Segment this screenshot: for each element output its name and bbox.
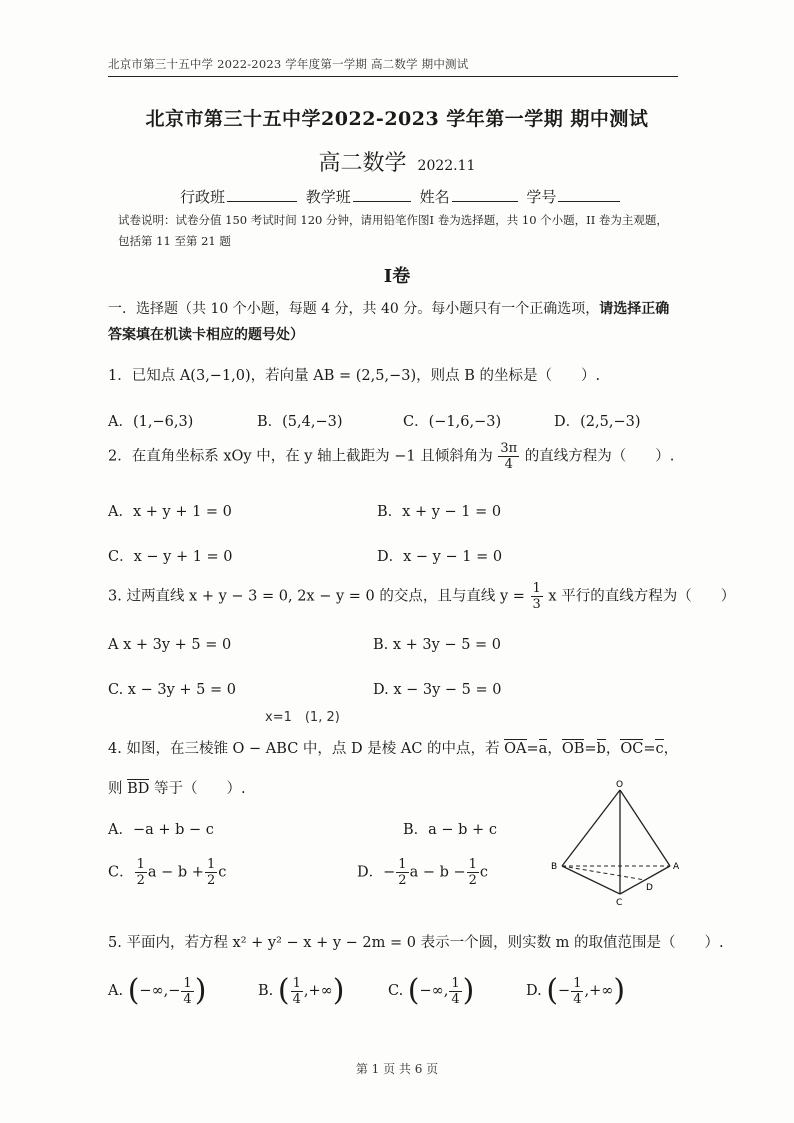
q4c-n1: 1 bbox=[136, 857, 145, 872]
q5d-label: D. bbox=[526, 983, 542, 999]
q4d-n2: 1 bbox=[468, 857, 477, 872]
vector-oa: OA bbox=[504, 741, 527, 757]
exam-title: 北京市第三十五中学2022-2023 学年第一学期 期中测试 bbox=[145, 108, 649, 130]
field-blank-name[interactable] bbox=[452, 187, 518, 202]
q3-option-d[interactable]: D. x − 3y − 5 = 0 bbox=[373, 682, 502, 698]
q5a-label: A. bbox=[108, 983, 124, 999]
question-5: 5. 平面内，若方程 x² + y² − x + y − 2m = 0 表示一个圆，则实数 m 的取值范围是（ ）. bbox=[108, 935, 724, 951]
q3-option-a[interactable]: A x + 3y + 5 = 0 bbox=[108, 637, 232, 653]
q4c-mid: a − b + bbox=[147, 864, 204, 881]
q5a-num: 1 bbox=[183, 975, 192, 991]
q4-option-c[interactable] bbox=[108, 858, 226, 887]
q5a-open-paren: ( bbox=[127, 973, 140, 1008]
q2-option-a[interactable]: A．x + y + 1 = 0 bbox=[108, 504, 232, 520]
field-blank-student-id[interactable] bbox=[558, 187, 620, 202]
q4d-d2: 2 bbox=[468, 873, 477, 888]
q5a-frac bbox=[181, 977, 193, 1006]
q3-stem-end: x 平行的直线方程为（ ） bbox=[548, 588, 736, 605]
q4c-frac-2 bbox=[205, 858, 217, 887]
q5c-left: −∞, bbox=[419, 983, 449, 999]
q4-stem-then: 则 bbox=[108, 781, 123, 797]
q4c-d2: 2 bbox=[206, 873, 216, 888]
vector-c: c bbox=[655, 741, 664, 757]
question-3 bbox=[108, 582, 735, 611]
tetrahedron-figure bbox=[548, 778, 688, 908]
q4-stem-end: 等于（ ）. bbox=[154, 781, 246, 797]
q5-option-b[interactable] bbox=[258, 973, 345, 1008]
q4d-label: D．− bbox=[357, 864, 396, 881]
q5d-open-paren: ( bbox=[546, 973, 559, 1008]
q4-option-d[interactable] bbox=[357, 858, 488, 887]
field-blank-class[interactable] bbox=[227, 187, 297, 202]
q3-option-b[interactable]: B. x + 3y − 5 = 0 bbox=[373, 637, 502, 653]
part-intro bbox=[108, 296, 682, 348]
part-intro-bold: 请选择正确答案填在机读卡相应的题号处） bbox=[108, 301, 670, 343]
q5c-close-paren: ) bbox=[462, 973, 475, 1008]
q4d-frac-2 bbox=[467, 858, 479, 887]
q3-slope-fraction bbox=[531, 582, 543, 611]
vector-a: a bbox=[538, 741, 548, 757]
q4c-d1: 2 bbox=[136, 873, 145, 888]
q4c-label: C． bbox=[108, 864, 134, 881]
q5a-sign: − bbox=[168, 983, 181, 999]
q3-frac-den: 3 bbox=[532, 597, 541, 612]
vector-bd: BD bbox=[127, 781, 150, 797]
q5-option-a[interactable] bbox=[108, 973, 207, 1008]
label-o: O bbox=[616, 780, 624, 790]
label-b: B bbox=[551, 862, 558, 872]
subject-label: 高二数学 bbox=[318, 151, 407, 176]
handwritten-note: x=1 (1, 2) bbox=[265, 710, 340, 725]
label-c: C bbox=[616, 898, 623, 908]
question-4: 4. 如图，在三棱锥 O − ABC 中，点 D 是棱 AC 的中点，若 OA=a，OB=b，OC=c， bbox=[108, 741, 679, 757]
q5b-num: 1 bbox=[292, 975, 301, 991]
q5b-open-paren: ( bbox=[277, 973, 290, 1008]
q5d-right: ,+∞ bbox=[584, 983, 614, 999]
question-4-line2 bbox=[108, 777, 246, 798]
q5b-frac bbox=[291, 977, 303, 1006]
q5c-num: 1 bbox=[451, 975, 460, 991]
field-label-class: 行政班 bbox=[180, 188, 226, 206]
field-label-name: 姓名 bbox=[419, 188, 450, 206]
q5-option-c[interactable] bbox=[388, 973, 475, 1008]
q5a-close-paren: ) bbox=[194, 973, 207, 1008]
label-d: D bbox=[646, 883, 653, 893]
q4d-n1: 1 bbox=[398, 857, 407, 872]
edge-bc bbox=[562, 866, 620, 894]
q3-frac-num: 1 bbox=[532, 581, 541, 596]
q4c-end: c bbox=[218, 864, 227, 881]
q5d-close-paren: ) bbox=[613, 973, 626, 1008]
q4c-n2: 1 bbox=[206, 857, 216, 872]
vector-b: b bbox=[596, 741, 606, 757]
running-header: 北京市第三十五中学 2022-2023 学年度第一学期 高二数学 期中测试 bbox=[108, 56, 678, 77]
q2-stem-end: 的直线方程为（ ）. bbox=[524, 448, 675, 465]
question-1: 1．已知点 A(3,−1,0)，若向量 AB = (2,5,−3)，则点 B 的坐标是（ ）. bbox=[108, 368, 601, 384]
exam-subtitle bbox=[0, 146, 794, 177]
edge-ob bbox=[562, 790, 620, 866]
q4-option-a[interactable]: A．−a + b − c bbox=[108, 822, 214, 838]
q5c-den: 4 bbox=[451, 991, 460, 1007]
q5b-right: ,+∞ bbox=[303, 983, 333, 999]
q4d-end: c bbox=[479, 864, 489, 881]
q2-option-b[interactable]: B．x + y − 1 = 0 bbox=[377, 504, 502, 520]
edge-oa bbox=[620, 790, 670, 866]
vector-oc: OC bbox=[620, 741, 644, 757]
field-label-student-id: 学号 bbox=[526, 188, 557, 206]
q4c-frac-1 bbox=[135, 858, 147, 887]
q5b-label: B. bbox=[258, 983, 274, 999]
label-a: A bbox=[673, 862, 680, 872]
field-blank-teaching-class[interactable] bbox=[353, 187, 411, 202]
q2-angle-fraction bbox=[498, 442, 519, 471]
q5d-sign: − bbox=[558, 983, 571, 999]
q5d-frac bbox=[571, 977, 583, 1006]
part-intro-text: 一．选择题（共 10 个小题，每题 4 分，共 40 分。每小题只有一个正确选项， bbox=[108, 301, 600, 317]
student-info-fields bbox=[180, 186, 624, 207]
q3-stem-start: 3. 过两直线 x + y − 3 = 0, 2x − y = 0 的交点，且与直线 y = bbox=[108, 588, 525, 605]
q1-option-a[interactable]: A．(1,−6,3) bbox=[108, 414, 194, 430]
vector-ob: OB bbox=[561, 741, 585, 757]
q4d-mid: a − b − bbox=[409, 864, 466, 881]
q4-option-b[interactable]: B．a − b + c bbox=[403, 822, 497, 838]
q2-option-c[interactable]: C．x − y + 1 = 0 bbox=[108, 549, 233, 565]
q5d-den: 4 bbox=[573, 991, 582, 1007]
q5c-frac bbox=[449, 977, 461, 1006]
q5d-num: 1 bbox=[573, 975, 582, 991]
exam-date: 2022.11 bbox=[417, 158, 476, 174]
q1-option-c[interactable]: C．(−1,6,−3) bbox=[403, 414, 502, 430]
q2-stem-start: 2．在直角坐标系 xOy 中，在 y 轴上截距为 −1 且倾斜角为 bbox=[108, 448, 493, 465]
q1-option-b[interactable]: B．(5,4,−3) bbox=[257, 414, 343, 430]
q5b-close-paren: ) bbox=[332, 973, 345, 1008]
q5a-left: −∞, bbox=[139, 983, 169, 999]
q5c-open-paren: ( bbox=[407, 973, 420, 1008]
question-2 bbox=[108, 442, 674, 471]
q2-option-d[interactable]: D．x − y − 1 = 0 bbox=[377, 549, 503, 565]
q4-stem-start: 4. 如图，在三棱锥 O − ABC 中，点 D 是棱 AC 的中点，若 bbox=[108, 741, 500, 757]
q5b-den: 4 bbox=[292, 991, 301, 1007]
page-footer: 第 1 页 共 6 页 bbox=[355, 1062, 439, 1076]
q2-frac-den: 4 bbox=[504, 457, 513, 472]
q5a-den: 4 bbox=[183, 991, 192, 1007]
edge-bd-hidden bbox=[562, 866, 645, 880]
section-title: I卷 bbox=[383, 266, 411, 287]
q3-option-c[interactable]: C. x − 3y + 5 = 0 bbox=[108, 682, 236, 698]
q4d-frac-1 bbox=[396, 858, 408, 887]
q1-option-d[interactable]: D．(2,5,−3) bbox=[554, 414, 641, 430]
field-label-teaching-class: 教学班 bbox=[305, 188, 351, 206]
q2-frac-num: 3π bbox=[500, 441, 518, 456]
q4d-d1: 2 bbox=[398, 873, 407, 888]
q5-option-d[interactable] bbox=[526, 973, 626, 1008]
q5c-label: C. bbox=[388, 983, 404, 999]
exam-instructions: 试卷说明：试卷分值 150 考试时间 120 分钟，请用铅笔作图I 卷为选择题，共 10 个小题，II 卷为主观题，包括第 11 至第 21 题 bbox=[118, 213, 668, 248]
